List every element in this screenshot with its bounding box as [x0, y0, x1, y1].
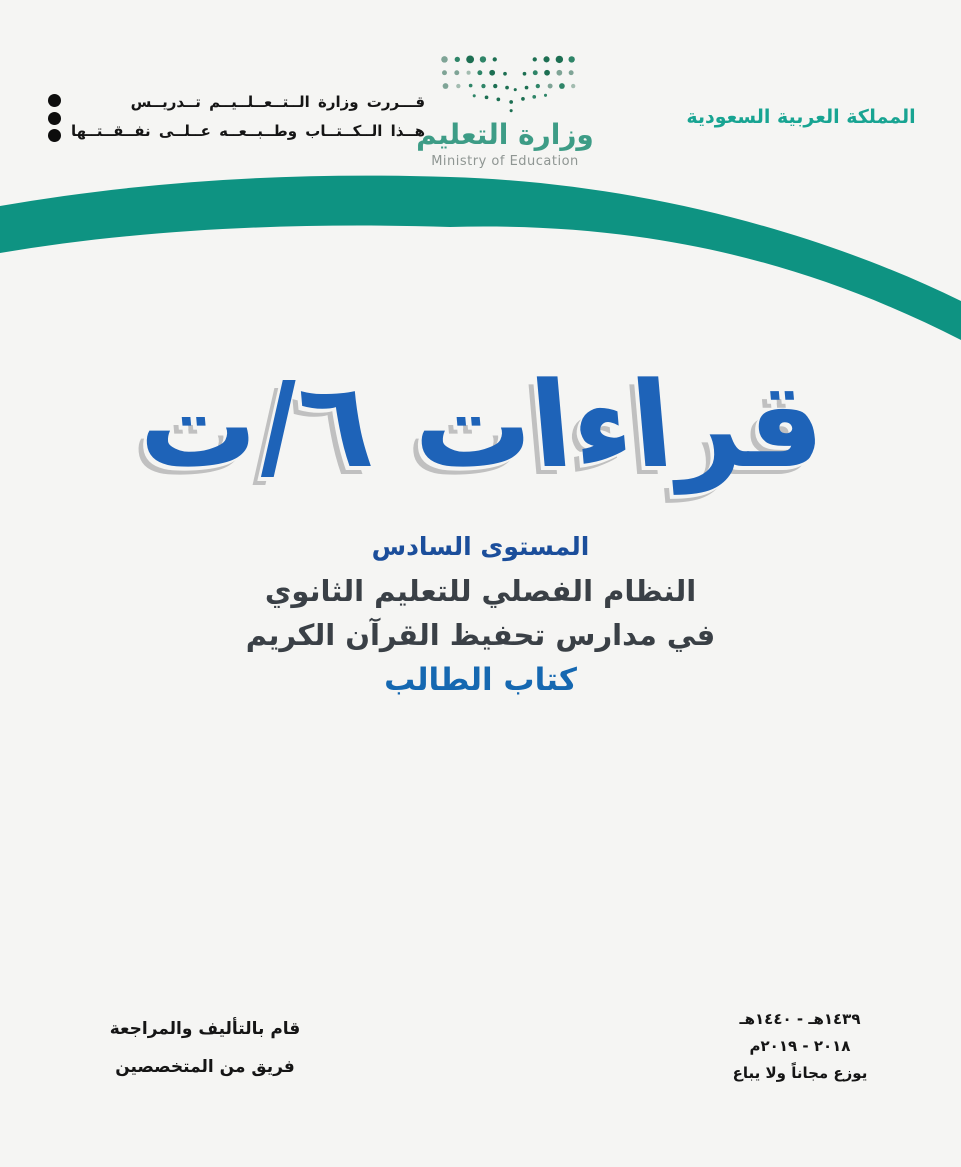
- ministry-wordmark-arabic: وزارة التعليم: [416, 118, 594, 151]
- level-label: المستوى السادس: [371, 532, 590, 561]
- ministry-logo: [385, 44, 625, 169]
- authors-line-1: قام بالتأليف والمراجعة: [109, 1019, 301, 1039]
- decree-text: [71, 88, 425, 146]
- authors-block: [90, 1010, 320, 1086]
- bullet-dot-icon: [48, 129, 61, 142]
- hijri-years: ١٤٣٩هـ - ١٤٤٠هـ: [739, 1010, 861, 1028]
- ministry-logo-dots-icon: [425, 44, 585, 124]
- kingdom-name: المملكة العربية السعودية: [686, 106, 916, 128]
- bullet-dot-icon: [48, 94, 61, 107]
- decree-line-1: قـــررت وزارة الــتــعــلــيــم تــدريــس: [130, 93, 426, 111]
- schools-label: في مدارس تحفيظ القرآن الكريم: [245, 618, 716, 652]
- gregorian-years: ٢٠١٨ - ٢٠١٩م: [749, 1037, 851, 1055]
- education-system: النظام الفصلي للتعليم الثانوي: [264, 574, 697, 608]
- decree-line-2: هــذا الــكــتــاب وطــبــعــه عــلــى نفــقــتــها: [71, 122, 426, 140]
- ministry-wordmark-english: Ministry of Education: [431, 154, 579, 169]
- edition-block: [680, 1006, 920, 1087]
- book-title: قراءات ٦/ت: [131, 356, 830, 494]
- bullet-dot-icon: [48, 112, 61, 125]
- distribution-note: يوزع مجاناً ولا يباع: [732, 1064, 868, 1082]
- authors-line-2: فريق من المتخصصين: [115, 1057, 295, 1077]
- subtitle-block: [0, 532, 961, 698]
- decree-statement: [48, 88, 425, 146]
- decree-bullet-dots: [48, 92, 61, 142]
- student-book-label: كتاب الطالب: [384, 662, 577, 698]
